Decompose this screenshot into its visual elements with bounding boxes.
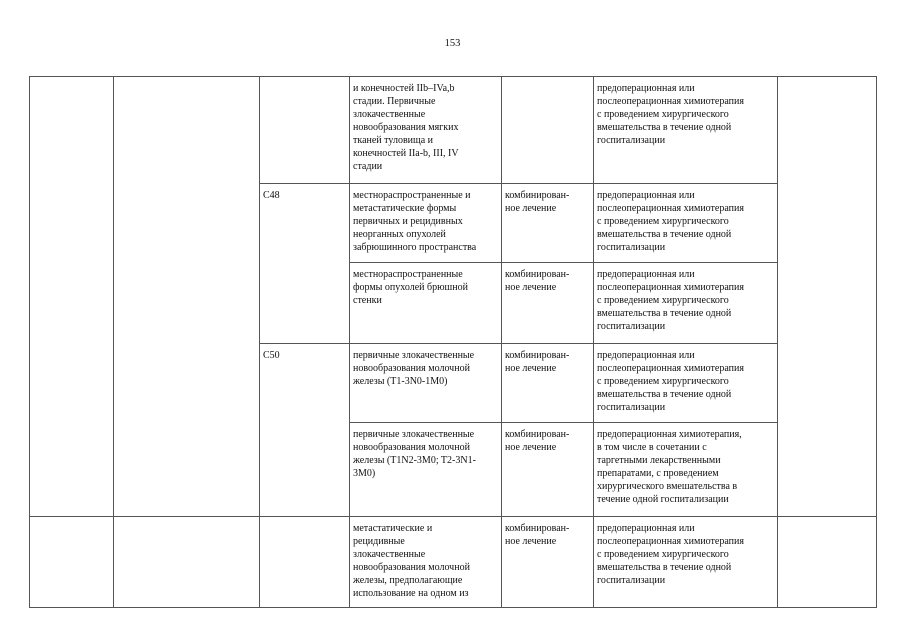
- table-cell-treatment-type: комбинирован- ное лечение: [502, 517, 594, 608]
- table-cell-treatment-method: предоперационная или послеоперационная химиотерапия с проведением хирургического вмешательства в течение одной госпитализации: [594, 517, 778, 608]
- table-cell-diagnosis: местнораспространенные формы опухолей брюшной стенки: [350, 263, 502, 344]
- table-cell-diagnosis: местнораспространенные и метастатические формы первичных и рецидивных неорганных опухолей забрюшинного пространства: [350, 184, 502, 263]
- table-cell-treatment-method: предоперационная химиотерапия, в том числе в сочетании с таргетными лекарственными препаратами, с проведением хирургического вмешательства в течение одной госпитализации: [594, 423, 778, 517]
- table-cell-group-name: [114, 517, 260, 608]
- table-cell-diagnosis: метастатические и рецидивные злокачественные новообразования молочной железы, предполагающие использование на одном из: [350, 517, 502, 608]
- table-cell-treatment-method: предоперационная или послеоперационная химиотерапия с проведением хирургического вмешательства в течение одной госпитализации: [594, 263, 778, 344]
- table-cell-group-name: [114, 77, 260, 517]
- table-cell-treatment-method: предоперационная или послеоперационная химиотерапия с проведением хирургического вмешательства в течение одной госпитализации: [594, 344, 778, 423]
- table-cell-group-number: [30, 517, 114, 608]
- table-cell-treatment-type: [502, 77, 594, 184]
- table-cell-icd-code: C50: [260, 344, 350, 517]
- table-cell-group-number: [30, 77, 114, 517]
- page-number: 153: [444, 38, 461, 49]
- table-row: [30, 517, 877, 608]
- table-cell-treatment-type: комбинирован- ное лечение: [502, 423, 594, 517]
- table-cell-icd-code: [260, 77, 350, 184]
- table-cell-treatment-type: комбинирован- ное лечение: [502, 263, 594, 344]
- table-cell-standard: [778, 517, 877, 608]
- table-cell-diagnosis: и конечностей IIb–IVa,b стадии. Первичные злокачественные новообразования мягких тканей туловища и конечностей IIa-b, III, IV стадии: [350, 77, 502, 184]
- table-cell-diagnosis: первичные злокачественные новообразования молочной железы (T1-3N0-1M0): [350, 344, 502, 423]
- table-row: [30, 77, 877, 184]
- table-cell-icd-code: C48: [260, 184, 350, 344]
- table-cell-treatment-type: комбинирован- ное лечение: [502, 344, 594, 423]
- table-cell-diagnosis: первичные злокачественные новообразования молочной железы (T1N2-3M0; T2-3N1- 3M0): [350, 423, 502, 517]
- table-cell-standard: [778, 77, 877, 517]
- table-cell-treatment-method: предоперационная или послеоперационная химиотерапия с проведением хирургического вмешательства в течение одной госпитализации: [594, 184, 778, 263]
- procedures-table: [29, 76, 877, 608]
- table-cell-treatment-type: комбинирован- ное лечение: [502, 184, 594, 263]
- table-cell-treatment-method: предоперационная или послеоперационная химиотерапия с проведением хирургического вмешательства в течение одной госпитализации: [594, 77, 778, 184]
- table-cell-icd-code: [260, 517, 350, 608]
